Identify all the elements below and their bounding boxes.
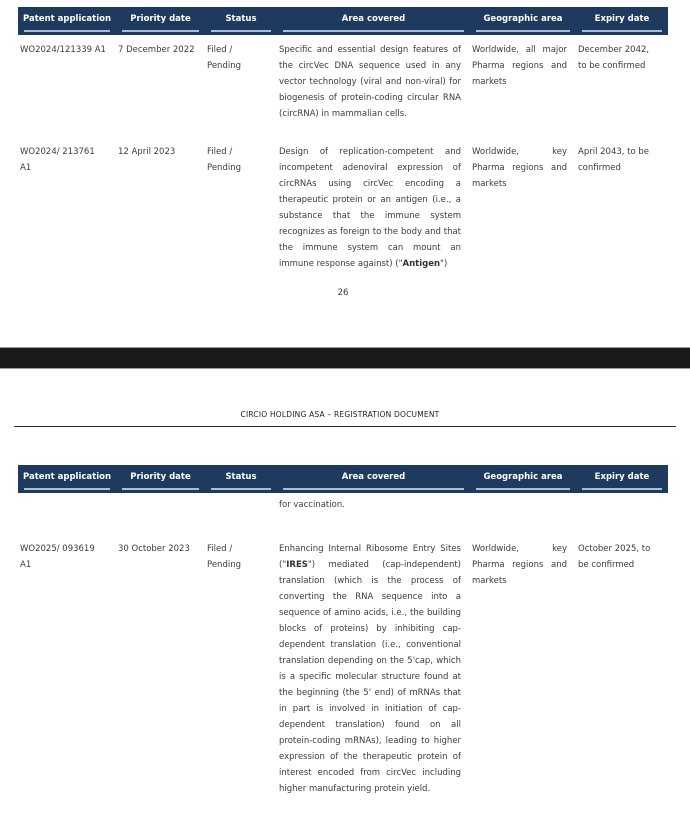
header-divider-line — [14, 426, 676, 427]
column-header-status: Status — [205, 465, 277, 493]
cell-expiry-date: April 2043, to be confirmed — [578, 147, 650, 173]
cell-patent-application — [18, 493, 116, 531]
cell-area-covered: Specific and essential design features of the circVec DNA sequence used in any vector technology (viral and non-viral) for biogenesis of protein-coding circular RNA (circRNA) in mammalian cells. — [279, 45, 461, 119]
page-break-separator — [0, 347, 690, 369]
cell-area-covered: Design of replication-competent and incompetent adenoviral expression of circRNAs using circVec encoding a therapeutic protein or an antigen (i.e., a substance that the immune system recognizes as foreign to the body and that the immune system can mount an immune response against) ("Antigen") — [279, 147, 461, 269]
cell-patent-application: WO2024/121339 A1 — [20, 45, 106, 55]
cell-geographic-area — [470, 493, 576, 531]
cell-expiry-date: December 2042, to be confirmed — [578, 45, 650, 71]
column-header-area-covered: Area covered — [277, 7, 470, 35]
column-header-priority-date: Priority date — [116, 7, 205, 35]
table-row — [18, 137, 668, 272]
cell-geographic-area: Worldwide, key Pharma regions and markets — [472, 544, 567, 586]
cell-area-covered: Enhancing Internal Ribosome Entry Sites ("IRES") mediated (cap-independent) translation (which is the process of converting the RNA sequence into a sequence of amino acids, i.e., the building blocks of proteins) by inhibiting cap-dependent translation (i.e., conventional translation depending on the 5'cap, which is a specific molecular structure found at the beginning (the 5' end) of mRNAs that in part is involved in initiation of cap-dependent translation) found on all protein-coding mRNAs), leading to higher expression of the therapeutic protein of interest encoded from circVec including higher manufacturing protein yield. — [279, 544, 461, 794]
table-row — [18, 531, 668, 797]
table-header-row — [18, 7, 668, 35]
column-header-geographic-area: Geographic area — [470, 7, 576, 35]
cell-status — [205, 493, 277, 531]
column-header-priority-date: Priority date — [116, 465, 205, 493]
cell-area-covered: for vaccination. — [279, 500, 345, 510]
cell-priority-date: 30 October 2023 — [118, 544, 190, 554]
column-header-expiry-date: Expiry date — [576, 465, 668, 493]
column-header-patent-application: Patent application — [18, 7, 116, 35]
cell-patent-application: WO2025/ 093619 A1 — [20, 544, 95, 570]
cell-expiry-date: October 2025, to be confirmed — [578, 544, 651, 570]
cell-priority-date: 12 April 2023 — [118, 147, 176, 157]
cell-expiry-date — [576, 493, 668, 531]
cell-geographic-area: Worldwide, key Pharma regions and markets — [472, 147, 567, 189]
cell-geographic-area: Worldwide, all major Pharma regions and markets — [472, 45, 567, 87]
cell-priority-date: 7 December 2022 — [118, 45, 195, 55]
table-header-row — [18, 465, 668, 493]
table-row — [18, 35, 668, 137]
column-header-geographic-area: Geographic area — [470, 465, 576, 493]
column-header-status: Status — [205, 7, 277, 35]
column-header-patent-application: Patent application — [18, 465, 116, 493]
document-header-title: CIRCIO HOLDING ASA – REGISTRATION DOCUMENT — [240, 410, 440, 419]
cell-priority-date — [116, 493, 205, 531]
cell-patent-application: WO2024/ 213761 A1 — [20, 147, 95, 173]
column-header-expiry-date: Expiry date — [576, 7, 668, 35]
column-header-area-covered: Area covered — [277, 465, 470, 493]
cell-status: Filed / Pending — [207, 544, 241, 570]
patent-table-page2 — [18, 465, 668, 797]
table-row-continuation — [18, 493, 668, 531]
patent-table-page1 — [18, 7, 668, 272]
cell-status: Filed / Pending — [207, 45, 241, 71]
cell-status: Filed / Pending — [207, 147, 241, 173]
page-number: 26 — [337, 288, 349, 298]
